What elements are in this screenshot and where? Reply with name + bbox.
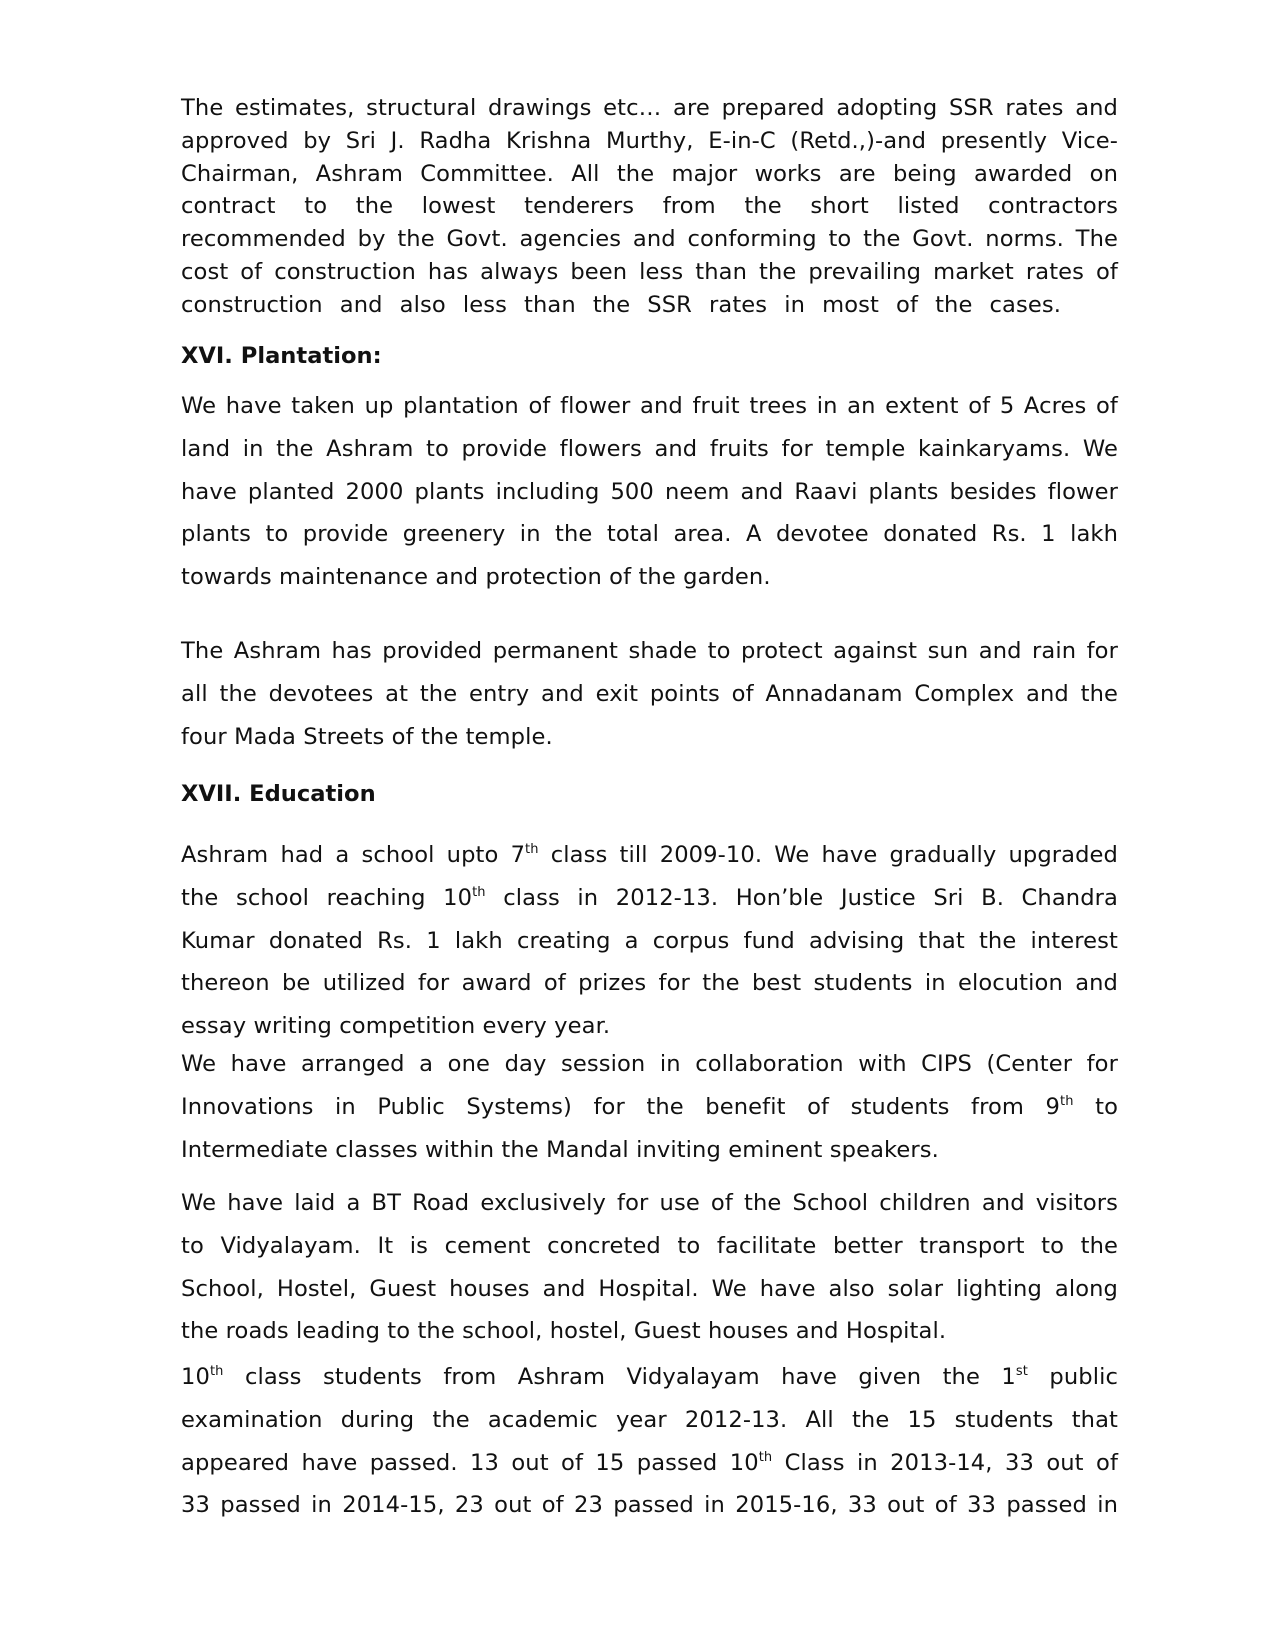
plantation-paragraph — [181, 385, 1118, 599]
text-line: examination during the academic year 2012-13. All the 15 students that — [181, 1406, 1118, 1433]
text-line: Ashram had a school upto 7th class till 2009-10. We have gradually upgraded — [181, 842, 1118, 868]
text-line: to Vidyalayam. It is cement concreted to facilitate better transport to the — [181, 1232, 1118, 1259]
text-line: recommended by the Govt. agencies and conforming to the Govt. norms. The — [181, 226, 1118, 253]
education-paragraph-results — [181, 1356, 1118, 1527]
text-line: We have laid a BT Road exclusively for use of the School children and visitors — [181, 1190, 1118, 1216]
text-line: the school reaching 10th class in 2012-13. Hon’ble Justice Sri B. Chandra — [181, 884, 1118, 911]
text-line: essay writing competition every year. — [181, 1013, 611, 1040]
intro-paragraph — [181, 92, 1118, 322]
text-line: construction and also less than the SSR rates in most of the cases. — [181, 291, 1061, 318]
text-line: towards maintenance and protection of the garden. — [181, 564, 771, 591]
text-line: four Mada Streets of the temple. — [181, 723, 553, 750]
text-line: 10th class students from Ashram Vidyalayam have given the 1st public — [181, 1364, 1118, 1390]
text-line: cost of construction has always been less than the prevailing market rates of — [181, 258, 1118, 285]
text-line: land in the Ashram to provide flowers and fruits for temple kainkaryams. We — [181, 435, 1118, 462]
text-line: all the devotees at the entry and exit points of Annadanam Complex and the — [181, 680, 1118, 707]
text-line: School, Hostel, Guest houses and Hospital. We have also solar lighting along — [181, 1275, 1118, 1302]
text-line: have planted 2000 plants including 500 neem and Raavi plants besides flower — [181, 478, 1118, 505]
text-line: We have arranged a one day session in collaboration with CIPS (Center for — [181, 1051, 1118, 1077]
text-line: plants to provide greenery in the total area. A devotee donated Rs. 1 lakh — [181, 521, 1118, 548]
section-heading-education: XVII. Education — [181, 781, 376, 807]
text-line: contract to the lowest tenderers from the short listed contractors — [181, 193, 1118, 220]
text-line: The Ashram has provided permanent shade to protect against sun and rain for — [181, 638, 1118, 664]
text-line: appeared have passed. 13 out of 15 passed 10th Class in 2013-14, 33 out of — [181, 1449, 1118, 1476]
text-line: the roads leading to the school, hostel, Guest houses and Hospital. — [181, 1318, 947, 1345]
text-line: We have taken up plantation of flower and fruit trees in an extent of 5 Acres of — [181, 393, 1118, 419]
text-line: Intermediate classes within the Mandal inviting eminent speakers. — [181, 1136, 939, 1163]
text-line: Kumar donated Rs. 1 lakh creating a corpus fund advising that the interest — [181, 927, 1118, 954]
text-line: Chairman, Ashram Committee. All the major works are being awarded on — [181, 160, 1118, 187]
text-line: 33 passed in 2014-15, 23 out of 23 passed in 2015-16, 33 out of 33 passed in — [181, 1492, 1118, 1519]
text-line: The estimates, structural drawings etc… are prepared adopting SSR rates and — [181, 95, 1118, 121]
text-line: Innovations in Public Systems) for the benefit of students from 9th to — [181, 1093, 1118, 1120]
education-paragraph-school — [181, 834, 1118, 1048]
text-line: approved by Sri J. Radha Krishna Murthy, E-in-C (Retd.,)-and presently Vice- — [181, 127, 1118, 154]
education-paragraph-road — [181, 1182, 1118, 1353]
text-line: thereon be utilized for award of prizes for the best students in elocution and — [181, 970, 1118, 997]
education-paragraph-cips — [181, 1043, 1118, 1171]
shade-paragraph — [181, 630, 1118, 758]
section-heading-plantation: XVI. Plantation: — [181, 343, 382, 369]
